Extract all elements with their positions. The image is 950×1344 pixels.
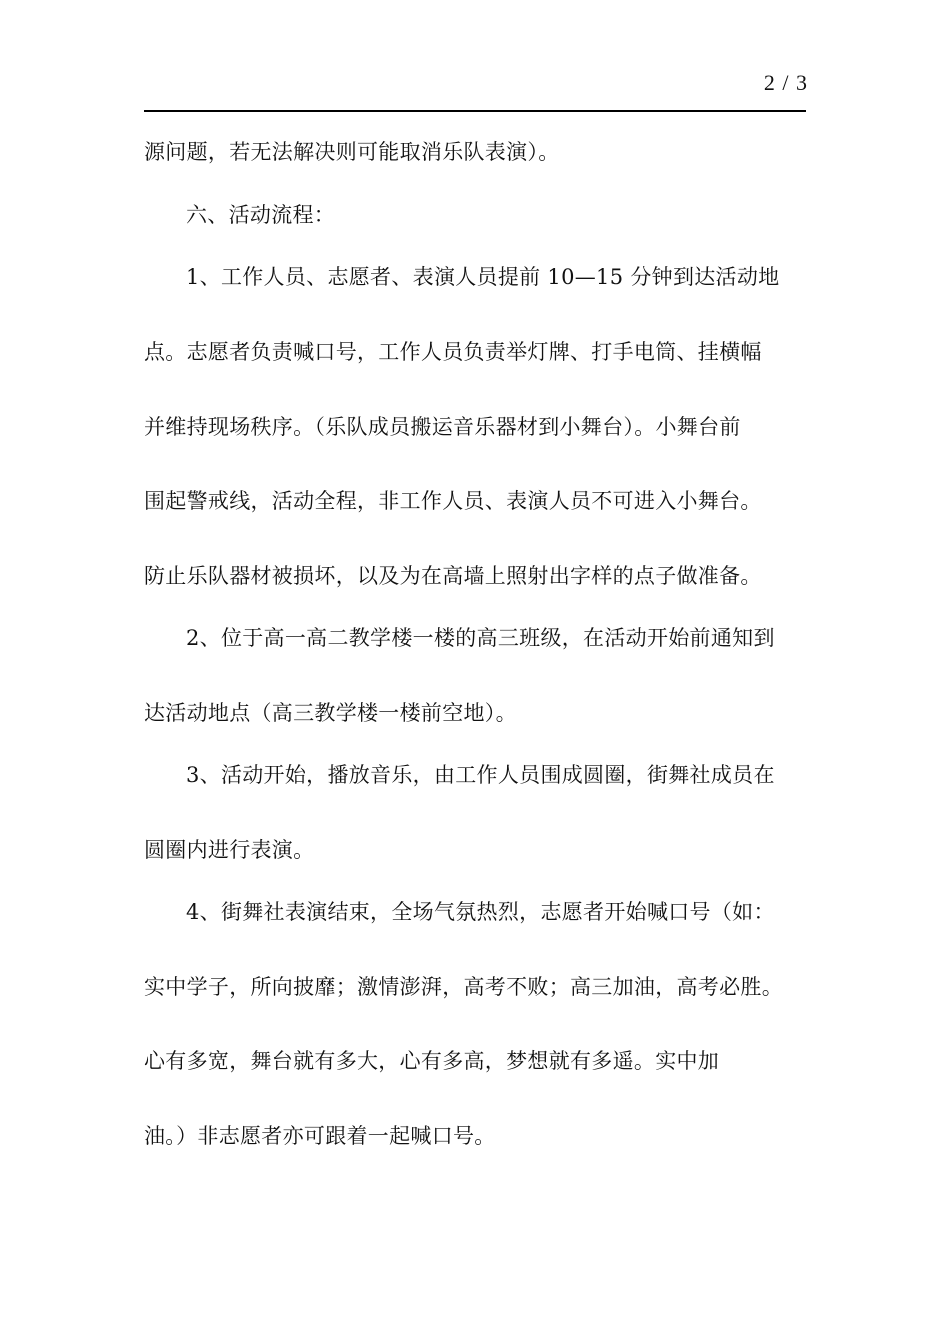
paragraph-line: 心有多宽，舞台就有多大，心有多高，梦想就有多遥。实中加 bbox=[144, 1049, 720, 1073]
paragraph-line: 源问题，若无法解决则可能取消乐队表演）。 bbox=[144, 140, 560, 164]
paragraph-line: 点。志愿者负责喊口号，工作人员负责举灯牌、打手电筒、挂横幅 bbox=[144, 340, 762, 364]
paragraph-line: 1、工作人员、志愿者、表演人员提前 10—15 分钟到达活动地 bbox=[186, 265, 780, 289]
paragraph-line: 围起警戒线，活动全程，非工作人员、表演人员不可进入小舞台。 bbox=[144, 489, 762, 513]
paragraph-line: 达活动地点（高三教学楼一楼前空地）。 bbox=[144, 701, 517, 725]
header-rule bbox=[144, 110, 806, 112]
paragraph-line: 3、活动开始，播放音乐，由工作人员围成圆圈，街舞社成员在 bbox=[186, 763, 775, 787]
paragraph-line: 4、街舞社表演结束，全场气氛热烈，志愿者开始喊口号（如： bbox=[186, 900, 775, 924]
section-heading: 六、活动流程： bbox=[186, 203, 336, 227]
paragraph-line: 2、位于高一高二教学楼一楼的高三班级，在活动开始前通知到 bbox=[186, 626, 775, 650]
paragraph-line: 防止乐队器材被损坏，以及为在高墙上照射出字样的点子做准备。 bbox=[144, 564, 762, 588]
paragraph-line: 圆圈内进行表演。 bbox=[144, 838, 315, 862]
page-number: 2 / 3 bbox=[763, 70, 808, 95]
paragraph-line: 实中学子，所向披靡；激情澎湃，高考不败；高三加油，高考必胜。 bbox=[144, 975, 783, 999]
paragraph-line: 并维持现场秩序。（乐队成员搬运音乐器材到小舞台）。小舞台前 bbox=[144, 415, 741, 439]
paragraph-line: 油。）非志愿者亦可跟着一起喊口号。 bbox=[144, 1124, 496, 1148]
